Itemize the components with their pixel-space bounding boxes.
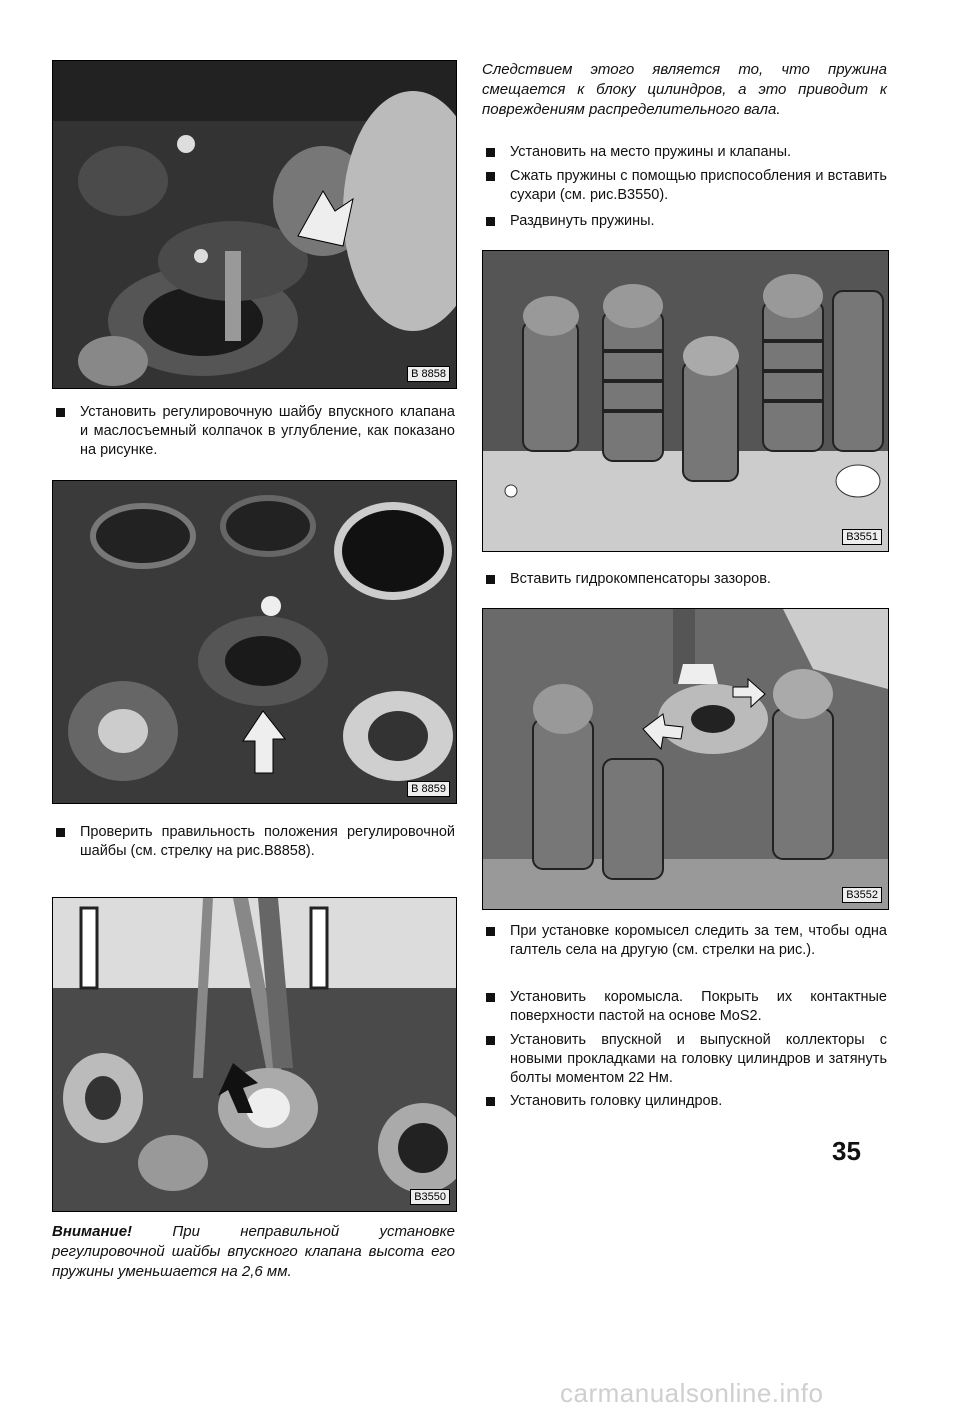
photo-valve-shim — [52, 60, 457, 389]
instruction-install-shim: Установить регулировочную шайбу впускного клапана и маслосъемный колпачок в углубление, как показано на рисунке. — [52, 403, 455, 460]
photo-spring-compressor — [52, 897, 457, 1212]
photo-code: B3552 — [842, 887, 882, 903]
instruction-install-rockers: Установить коромысла. Покрыть их контактные поверхности пастой на основе MoS2. — [482, 988, 887, 1026]
photo-code: B3550 — [410, 1189, 450, 1205]
photo-valve-shim-image — [53, 61, 456, 388]
warning-text: При неправильной установке регулировочной шайбы впускного клапана высота его пружины уменьшается на 2,6 мм. — [52, 1223, 456, 1280]
photo-spring-compressor-image — [53, 898, 456, 1211]
photo-shim-check — [52, 480, 457, 804]
photo-code: B 8859 — [407, 781, 450, 797]
intro-paragraph: Следствием этого является то, что пружина смещается к блоку цилиндров, а это приводит к повреждениям распределительного вала. — [482, 61, 887, 118]
photo-code: B 8858 — [407, 366, 450, 382]
instruction-install-springs: Установить на место пружины и клапаны. — [482, 143, 887, 162]
instruction-compress-springs: Сжать пружины с помощью приспособления и вставить сухари (см. рис.B3550). — [482, 167, 887, 205]
instruction-check-shim: Проверить правильность положения регулировочной шайбы (см. стрелку на рис.B8858). — [52, 823, 455, 861]
photo-rocker-install-image — [483, 609, 888, 909]
warning-label: Внимание! — [52, 1223, 133, 1240]
photo-valve-springs-image — [483, 251, 888, 551]
photo-rocker-install — [482, 608, 889, 910]
page-number: 35 — [832, 1136, 861, 1166]
instruction-install-head: Установить головку цилиндров. — [482, 1092, 887, 1111]
instruction-insert-lifters: Вставить гидрокомпенсаторы зазоров. — [482, 570, 887, 589]
instruction-rocker-fillet: При установке коромысел следить за тем, чтобы одна галтель села на другую (см. стрелки на рис.). — [482, 922, 887, 960]
instruction-install-manifolds: Установить впускной и выпускной коллекторы с новыми прокладками на головку цилиндров и затянуть болты моментом 22 Нм. — [482, 1031, 887, 1088]
warning-note — [52, 1222, 455, 1282]
watermark: carmanualsonline.info — [560, 1378, 824, 1408]
photo-code: B3551 — [842, 529, 882, 545]
photo-valve-springs — [482, 250, 889, 552]
photo-shim-check-image — [53, 481, 456, 803]
instruction-release-springs: Раздвинуть пружины. — [482, 212, 887, 231]
